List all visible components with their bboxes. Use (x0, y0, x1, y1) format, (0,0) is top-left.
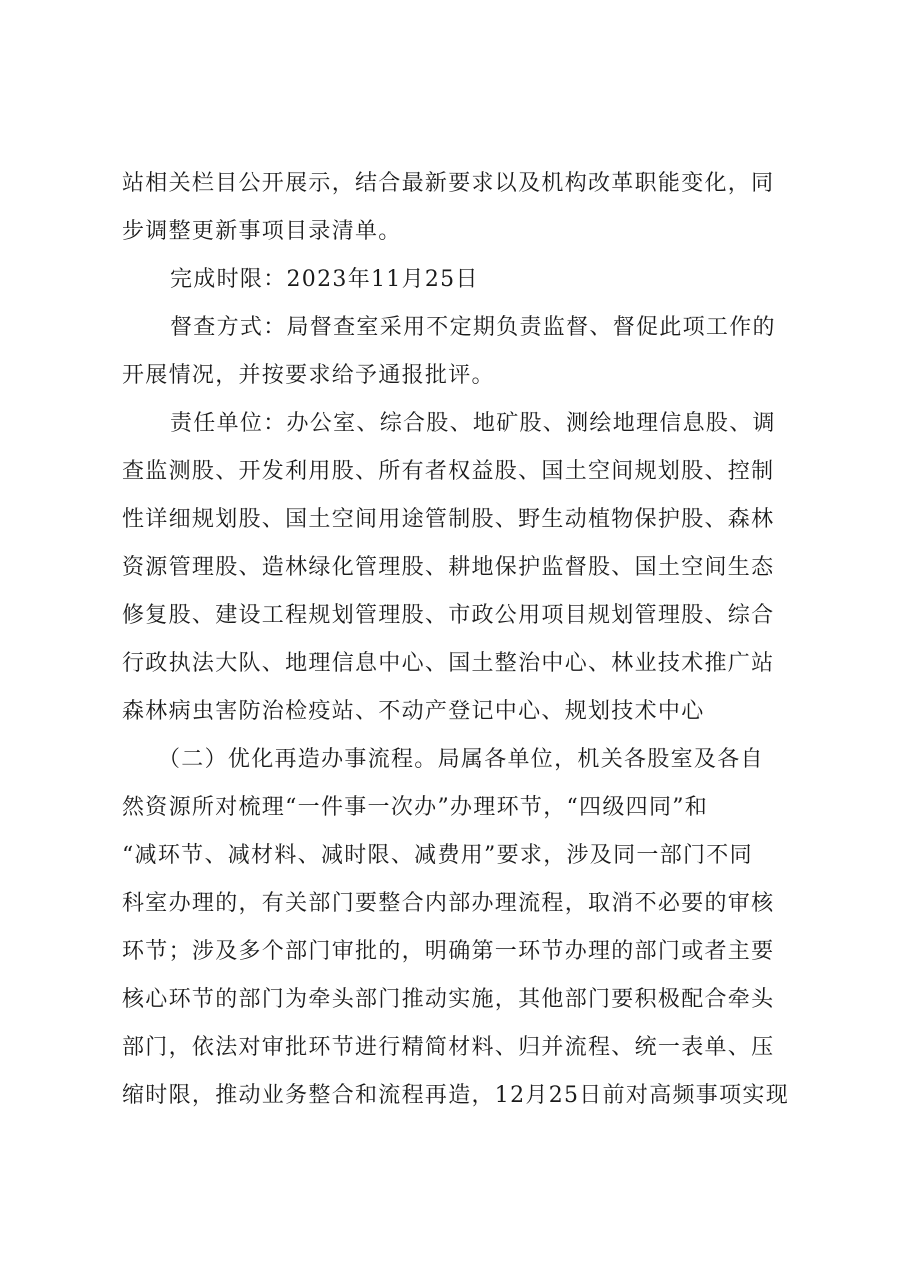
text-line: 修复股、建设工程规划管理股、市政公用项目规划管理股、综合 (122, 603, 775, 628)
text-line: 核心环节的部门为牵头部门推动实施，其他部门要积极配合牵头 (122, 987, 775, 1012)
text-line: 科室办理的，有关部门要整合内部办理流程，取消不必要的审核 (122, 891, 775, 916)
text-line: 缩时限，推动业务整合和流程再造，12月25日前对高频事项实现 (122, 1083, 789, 1108)
supervision-line: 督查方式：局督查室采用不定期负责监督、督促此项工作的 (170, 315, 776, 340)
text-line: 性详细规划股、国土空间用途管制股、野生动植物保护股、森林 (122, 507, 775, 532)
text-line: 资源管理股、造林绿化管理股、耕地保护监督股、国土空间生态 (122, 555, 775, 580)
text-line: “减环节、减材料、减时限、减费用”要求，涉及同一部门不同 (122, 843, 753, 868)
document-body (122, 160, 812, 1120)
text-line: 行政执法大队、地理信息中心、国土整治中心、林业技术推广站 (122, 651, 775, 676)
text-line: 开展情况，并按要求给予通报批评。 (122, 363, 495, 388)
deadline-line: 完成时限：2023年11月25日 (170, 267, 479, 292)
text-line: 步调整更新事项目录清单。 (122, 219, 402, 244)
responsible-units-line: 责任单位：办公室、综合股、地矿股、测绘地理信息股、调 (170, 411, 776, 436)
text-line: 然资源所对梳理“一件事一次办”办理环节，“四级四同”和 (122, 795, 709, 820)
text-line: 环节；涉及多个部门审批的，明确第一环节办理的部门或者主要 (122, 939, 775, 964)
text-line: 查监测股、开发利用股、所有者权益股、国土空间规划股、控制 (122, 459, 775, 484)
text-line: 站相关栏目公开展示，结合最新要求以及机构改革职能变化，同 (122, 171, 775, 196)
section-heading-line: （二）优化再造办事流程。局属各单位，机关各股室及各自 (158, 747, 764, 772)
text-line: 森林病虫害防治检疫站、不动产登记中心、规划技术中心 (122, 699, 705, 724)
text-line: 部门，依法对审批环节进行精简材料、归并流程、统一表单、压 (122, 1035, 775, 1060)
